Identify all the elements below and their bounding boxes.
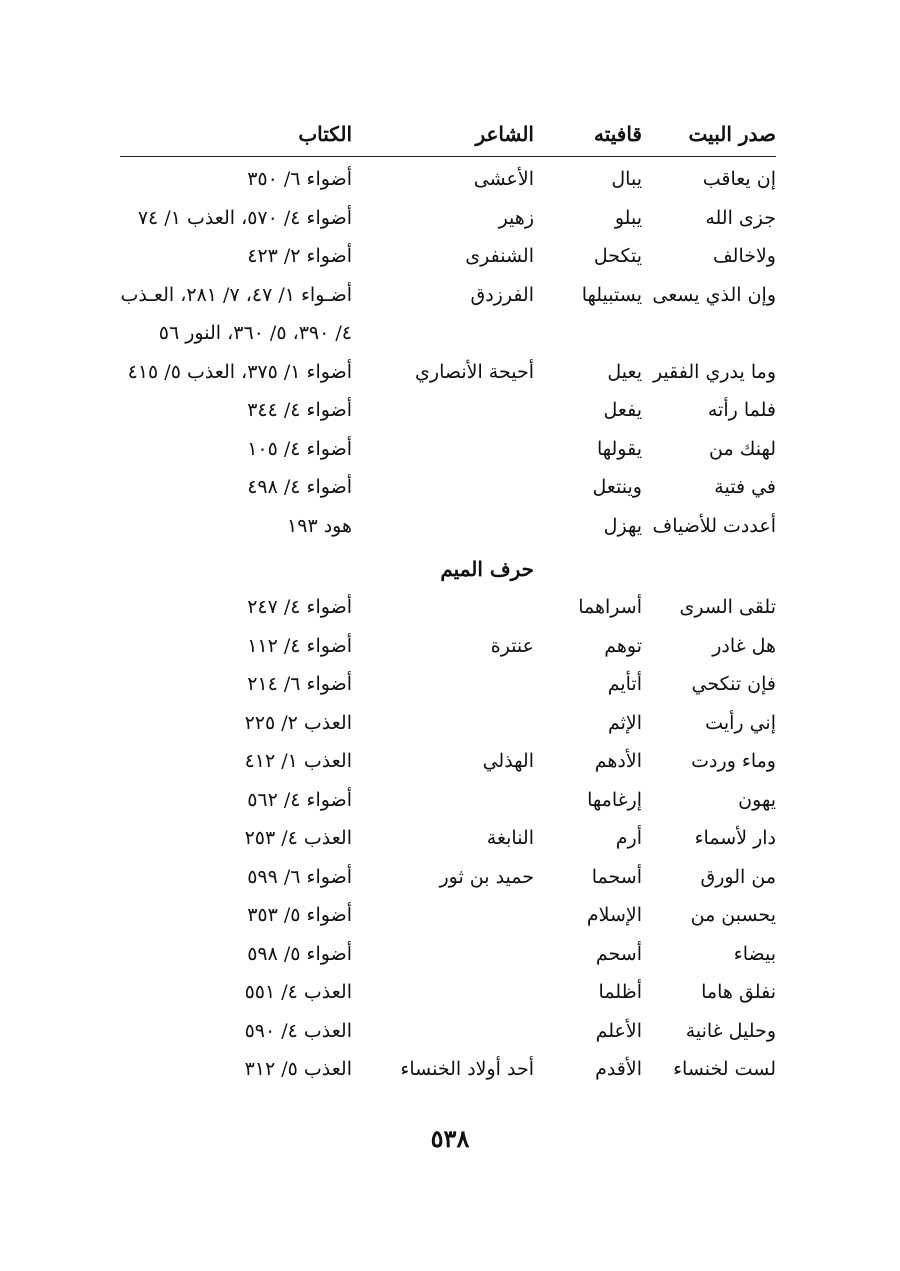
rhyme-cell: يفعل bbox=[603, 399, 642, 421]
poet-cell: الهذلي bbox=[482, 750, 534, 772]
rhyme-cell: أرم bbox=[615, 827, 642, 849]
book-cell: العذب ٢/ ٢٢٥ bbox=[244, 711, 352, 734]
book-cell: أضواء ٤/ ٤٩٨ bbox=[247, 476, 352, 498]
rhyme-cell: أسحما bbox=[591, 865, 642, 888]
table-row bbox=[120, 665, 776, 703]
verse-cell: أعددت للأضياف bbox=[652, 514, 776, 537]
table-row bbox=[120, 935, 776, 973]
rhyme-cell: يبال bbox=[611, 168, 642, 190]
verse-cell: لهنك من bbox=[709, 437, 776, 460]
book-cell: العذب ٤/ ٢٥٣ bbox=[244, 827, 352, 849]
table-row bbox=[120, 973, 776, 1011]
section-title-mim: حرف الميم bbox=[440, 557, 534, 581]
rhyme-cell: يعيل bbox=[607, 360, 642, 383]
verse-cell: هل غادر bbox=[712, 634, 776, 657]
verse-cell: ولاخالف bbox=[712, 245, 776, 267]
table-row bbox=[120, 468, 776, 506]
rhyme-cell: يهزل bbox=[603, 514, 642, 537]
book-cell: أضواء ٤/ ٥٦٢ bbox=[247, 788, 352, 811]
verse-cell: إني رأيت bbox=[705, 711, 776, 734]
table-row bbox=[120, 896, 776, 934]
poet-cell bbox=[364, 704, 534, 742]
rhyme-cell: أسحم bbox=[595, 942, 642, 965]
page-number: ٥٣٨ bbox=[430, 1124, 470, 1153]
book-cell: أضـواء ١/ ٤٧، ٧/ ٢٨١، العـذب bbox=[120, 283, 352, 306]
book-cell: أضواء ٤/ ١٠٥ bbox=[247, 437, 352, 460]
rhyme-cell: الأقدم bbox=[595, 1058, 642, 1080]
book-cell: أضواء ٦/ ٢١٤ bbox=[247, 673, 352, 695]
book-cell: العذب ٤/ ٥٩٠ bbox=[244, 1019, 352, 1042]
table-row bbox=[120, 237, 776, 275]
book-cell: أضواء ٤/ ٣٤٤ bbox=[247, 399, 352, 421]
poet-cell bbox=[364, 1012, 534, 1050]
table-row bbox=[120, 588, 776, 626]
poet-cell: زهير bbox=[498, 206, 534, 229]
verse-cell: وحليل غانية bbox=[685, 1019, 776, 1042]
poet-cell: الأعشى bbox=[473, 168, 534, 190]
rhyme-cell: الإثم bbox=[607, 711, 642, 734]
rhyme-cell: يقولها bbox=[596, 437, 642, 460]
book-cell: أضواء ٤/ ٢٤٧ bbox=[247, 596, 352, 618]
table-row bbox=[120, 199, 776, 237]
table-header bbox=[120, 112, 776, 157]
verse-cell bbox=[661, 314, 776, 352]
verse-cell: إن يعاقب bbox=[702, 168, 776, 190]
poet-cell: عنترة bbox=[490, 634, 534, 657]
verse-cell: في فتية bbox=[714, 476, 776, 498]
table-row bbox=[120, 704, 776, 742]
poet-cell bbox=[364, 314, 534, 352]
verse-cell: من الورق bbox=[700, 865, 776, 888]
table-row bbox=[120, 160, 776, 198]
poet-cell: أحد أولاد الخنساء bbox=[400, 1058, 534, 1080]
verse-cell: نفلق هاما bbox=[701, 981, 776, 1003]
table-row bbox=[120, 627, 776, 665]
rhyme-cell: يتكحل bbox=[593, 245, 642, 267]
table-row bbox=[120, 314, 776, 352]
rhyme-cell: أتأيم bbox=[607, 673, 642, 695]
poet-cell: النابغة bbox=[486, 827, 534, 849]
book-cell: أضواء ٦/ ٣٥٠ bbox=[247, 168, 352, 190]
poet-cell bbox=[364, 391, 534, 429]
book-cell: العذب ١/ ٤١٢ bbox=[244, 750, 352, 772]
book-cell: العذب ٥/ ٣١٢ bbox=[244, 1058, 352, 1080]
book-cell: أضواء ٥/ ٥٩٨ bbox=[247, 942, 352, 965]
table-row bbox=[120, 430, 776, 468]
header-rhyme: قافيته bbox=[593, 122, 642, 146]
verse-cell: وإن الذي يسعى bbox=[652, 283, 776, 306]
book-cell: أضواء ٤/ ٥٧٠، العذب ١/ ٧٤ bbox=[137, 206, 352, 229]
poet-cell bbox=[364, 430, 534, 468]
poet-cell bbox=[364, 588, 534, 626]
header-book: الكتاب bbox=[298, 122, 352, 146]
verse-cell: بيضاء bbox=[733, 942, 776, 965]
poet-cell bbox=[364, 781, 534, 819]
poet-cell: حميد بن ثور bbox=[439, 865, 534, 888]
table-row bbox=[120, 353, 776, 391]
book-cell: أضواء ٦/ ٥٩٩ bbox=[247, 865, 352, 888]
poet-cell bbox=[364, 665, 534, 703]
book-cell: أضواء ٢/ ٤٢٣ bbox=[247, 245, 352, 267]
verse-cell: فإن تنكحي bbox=[691, 673, 776, 695]
rhyme-cell: إرغامها bbox=[587, 788, 642, 811]
poet-cell bbox=[364, 507, 534, 545]
poet-cell bbox=[364, 468, 534, 506]
rhyme-cell: أسراهما bbox=[578, 596, 642, 618]
book-cell: هود ١٩٣ bbox=[287, 514, 352, 537]
verse-cell: دار لأسماء bbox=[694, 827, 776, 849]
book-cell: أضواء ٥/ ٣٥٣ bbox=[247, 904, 352, 926]
verse-cell: يحسبن من bbox=[690, 904, 776, 926]
rhyme-cell bbox=[537, 314, 642, 352]
poet-cell: الشنفرى bbox=[465, 245, 534, 267]
table-row bbox=[120, 858, 776, 896]
table-row bbox=[120, 819, 776, 857]
rhyme-cell: يستبيلها bbox=[581, 283, 642, 306]
table-row bbox=[120, 1012, 776, 1050]
table-row bbox=[120, 507, 776, 545]
header-verse: صدر البيت bbox=[688, 122, 776, 146]
rhyme-cell: الإسلام bbox=[586, 904, 642, 926]
rhyme-cell: وينتعل bbox=[592, 476, 642, 498]
poet-cell: الفرزدق bbox=[470, 283, 534, 306]
table-row bbox=[120, 781, 776, 819]
rhyme-cell: الأعلم bbox=[595, 1019, 642, 1042]
poet-cell bbox=[364, 973, 534, 1011]
table-row bbox=[120, 1050, 776, 1088]
verse-cell: لست لخنساء bbox=[673, 1058, 776, 1080]
rhyme-cell: الأدهم bbox=[594, 750, 642, 772]
poet-cell: أحيحة الأنصاري bbox=[415, 360, 534, 383]
table-row bbox=[120, 276, 776, 314]
header-poet: الشاعر bbox=[475, 122, 534, 146]
verse-cell: فلما رأته bbox=[707, 399, 776, 421]
verse-cell: تلقى السرى bbox=[679, 596, 776, 618]
poet-cell bbox=[364, 935, 534, 973]
table-row bbox=[120, 742, 776, 780]
verse-cell: يهون bbox=[738, 788, 776, 811]
book-cell: ٤/ ٣٩٠، ٥/ ٣٦٠، النور ٥٦ bbox=[158, 322, 352, 344]
verse-cell: وماء وردت bbox=[691, 750, 776, 772]
section-heading-mim bbox=[120, 549, 776, 589]
table-row bbox=[120, 391, 776, 429]
rhyme-cell: توهم bbox=[604, 634, 642, 657]
rhyme-cell: أظلما bbox=[598, 981, 642, 1003]
book-cell: العذب ٤/ ٥٥١ bbox=[244, 981, 352, 1003]
verse-cell: جزى الله bbox=[705, 206, 776, 229]
book-cell: أضواء ٤/ ١١٢ bbox=[247, 634, 352, 657]
rhyme-cell: يبلو bbox=[614, 206, 642, 229]
book-cell: أضواء ١/ ٣٧٥، العذب ٥/ ٤١٥ bbox=[127, 360, 352, 383]
poet-cell bbox=[364, 896, 534, 934]
verse-cell: وما يدري الفقير bbox=[652, 360, 776, 383]
